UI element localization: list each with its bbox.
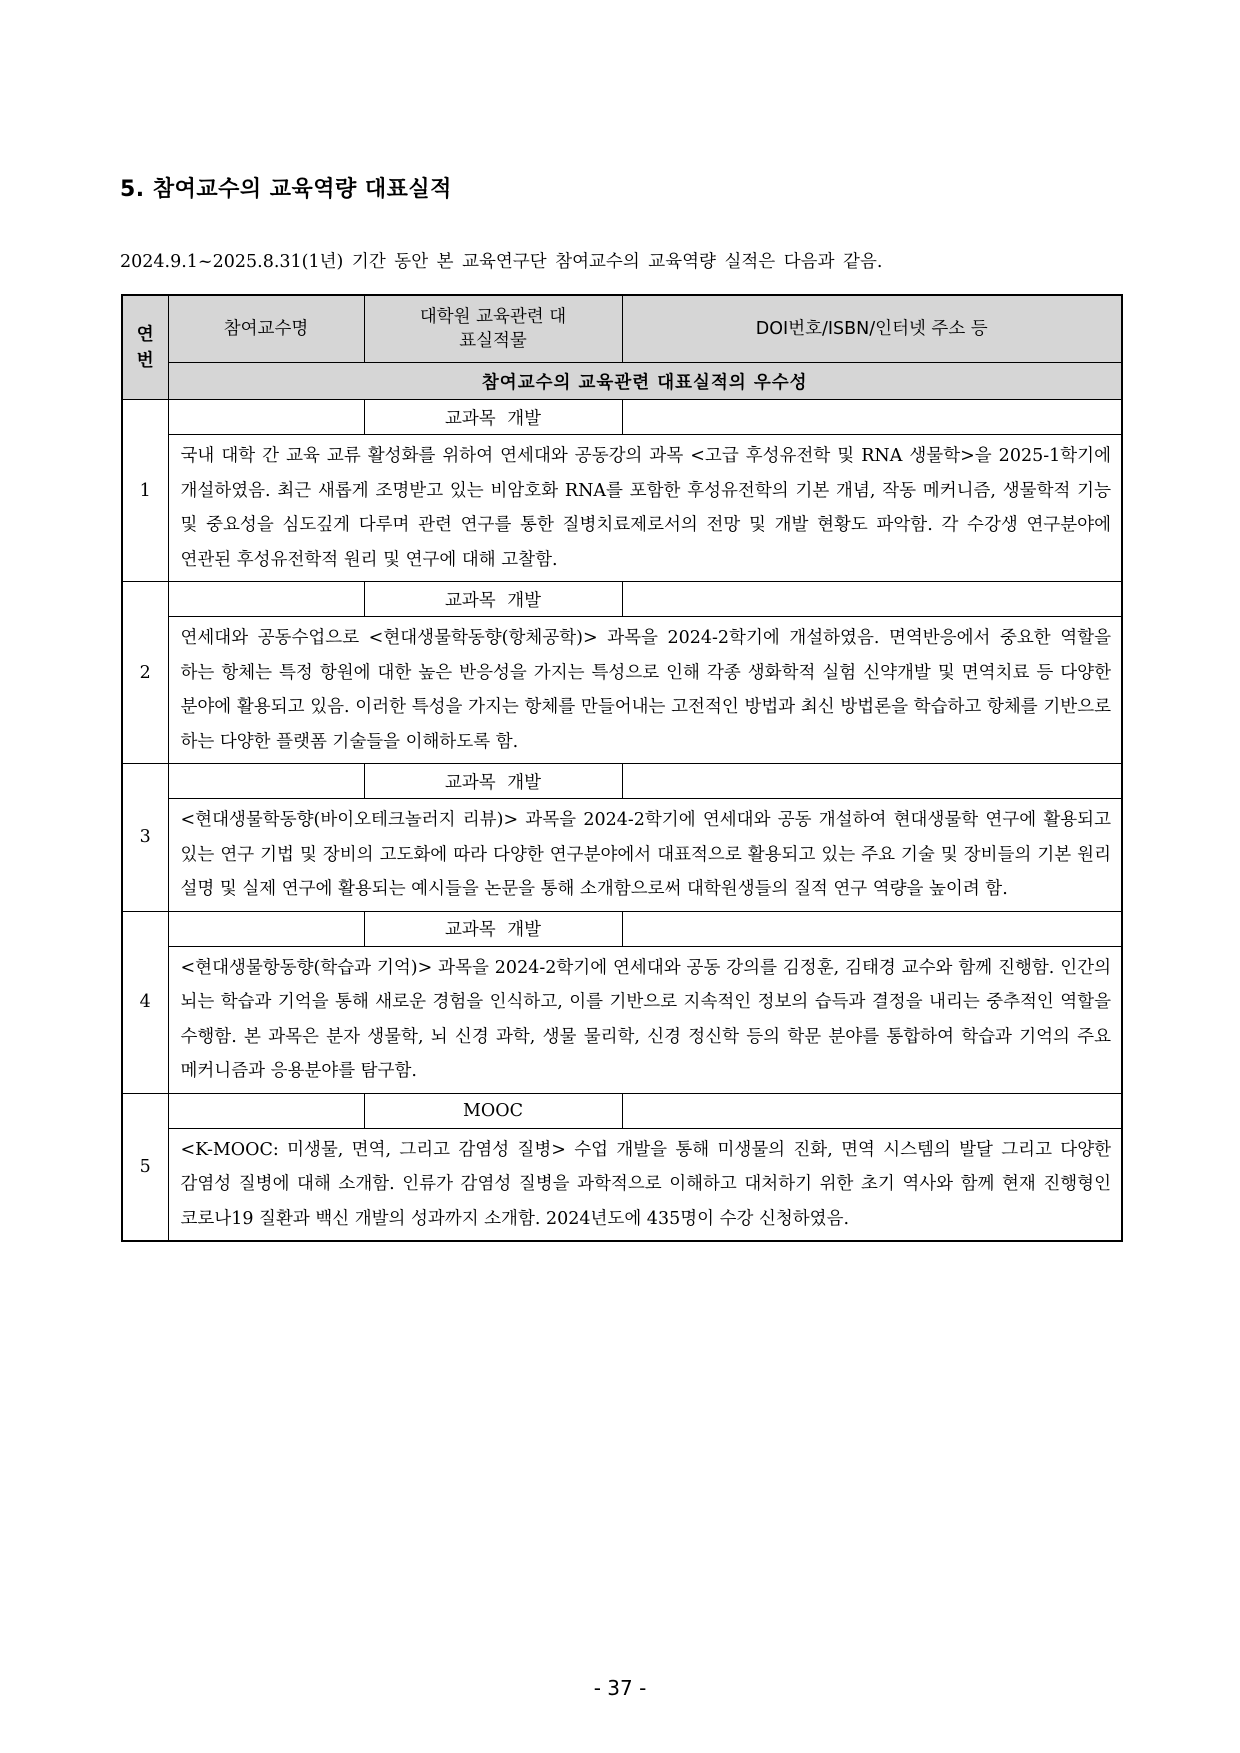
- header-doi: DOI번호/ISBN/인터넷 주소 등: [622, 295, 1122, 363]
- professor-cell: [168, 764, 364, 799]
- doi-cell: [622, 764, 1122, 799]
- row-number: 2: [122, 582, 168, 764]
- row-number: 1: [122, 400, 168, 582]
- page-number: - 37 -: [593, 1676, 647, 1700]
- header-row-2: [122, 363, 1122, 400]
- table-row-description: [122, 1128, 1122, 1241]
- row-number: 3: [122, 764, 168, 912]
- section-title: 5. 참여교수의 교육역량 대표실적: [120, 177, 452, 202]
- table-row: [122, 911, 1122, 946]
- table-row: [122, 400, 1122, 435]
- table-row-description: [122, 617, 1122, 764]
- achievement-type: 교과목 개발: [364, 764, 622, 799]
- row-number: 4: [122, 911, 168, 1093]
- row-number: 5: [122, 1093, 168, 1241]
- table-row-description: [122, 799, 1122, 912]
- header-achievement-label: 대학원 교육관련 대표실적물: [419, 307, 567, 351]
- intro-text: 2024.9.1~2025.8.31(1년) 기간 동안 본 교육연구단 참여교수의 교육역량 실적은 다음과 같음.: [120, 252, 883, 272]
- excellence-description: <K-MOOC: 미생물, 면역, 그리고 감염성 질병> 수업 개발을 통해 미생물의 진화, 면역 시스템의 발달 그리고 다양한 감염성 질병에 대해 소개함. 인류가 감염성 질병을 과학적으로 이해하고 대처하기 위한 초기 역사와 함께 현재 진행형인 코로나19 질환과 백신 개발의 성과까지 소개함. 2024년도에 435명이 수강 신청하였음.: [168, 1128, 1122, 1241]
- header-number: [122, 295, 168, 400]
- table-row-description: [122, 435, 1122, 582]
- header-excellence: 참여교수의 교육관련 대표실적의 우수성: [168, 363, 1122, 400]
- excellence-description: <현대생물항동향(학습과 기억)> 과목을 2024-2학기에 연세대와 공동 강의를 김정훈, 김태경 교수와 함께 진행함. 인간의 뇌는 학습과 기억을 통해 새로운 경험을 인식하고, 이를 기반으로 지속적인 정보의 습득과 결정을 내리는 중추적인 역할을 수행함. 본 과목은 분자 생물학, 뇌 신경 과학, 생물 물리학, 신경 정신학 등의 학문 분야를 통합하여 학습과 기억의 주요 메커니즘과 응용분야를 탐구함.: [168, 946, 1122, 1093]
- achievement-type: 교과목 개발: [364, 911, 622, 946]
- professor-cell: [168, 911, 364, 946]
- header-achievement: [364, 295, 622, 363]
- achievement-type: MOOC: [364, 1093, 622, 1128]
- doi-cell: [622, 911, 1122, 946]
- professor-cell: [168, 1093, 364, 1128]
- header-row-1: [122, 295, 1122, 363]
- header-professor: 참여교수명: [168, 295, 364, 363]
- table-row-description: [122, 946, 1122, 1093]
- excellence-description: <현대생물학동향(바이오테크놀러지 리뷰)> 과목을 2024-2학기에 연세대와 공동 개설하여 현대생물학 연구에 활용되고 있는 연구 기법 및 장비의 고도화에 따라 다양한 연구분야에서 대표적으로 활용되고 있는 주요 기술 및 장비들의 기본 원리 설명 및 실제 연구에 활용되는 예시들을 논문을 통해 소개함으로써 대학원생들의 질적 연구 역량을 높이려 함.: [168, 799, 1122, 912]
- achievement-type: 교과목 개발: [364, 582, 622, 617]
- achievement-type: 교과목 개발: [364, 400, 622, 435]
- excellence-description: 국내 대학 간 교육 교류 활성화를 위하여 연세대와 공동강의 과목 <고급 후성유전학 및 RNA 생물학>을 2025-1학기에 개설하였음. 최근 새롭게 조명받고 있는 비암호화 RNA를 포함한 후성유전학의 기본 개념, 작동 메커니즘, 생물학적 기능 및 중요성을 심도깊게 다루며 관련 연구를 통한 질병치료제로서의 전망 및 개발 현황도 파악함. 각 수강생 연구분야에 연관된 후성유전학적 원리 및 연구에 대해 고찰함.: [168, 435, 1122, 582]
- doi-cell: [622, 582, 1122, 617]
- doi-cell: [622, 1093, 1122, 1128]
- table-row: [122, 1093, 1122, 1128]
- header-number-label: 연번: [136, 324, 154, 371]
- table-row: [122, 582, 1122, 617]
- professor-cell: [168, 400, 364, 435]
- excellence-description: 연세대와 공동수업으로 <현대생물학동향(항체공학)> 과목을 2024-2학기에 개설하였음. 면역반응에서 중요한 역할을 하는 항체는 특정 항원에 대한 높은 반응성을 가지는 특성으로 인해 각종 생화학적 실험 신약개발 및 면역치료 등 다양한 분야에 활용되고 있음. 이러한 특성을 가지는 항체를 만들어내는 고전적인 방법과 최신 방법론을 학습하고 항체를 기반으로 하는 다양한 플랫폼 기술들을 이해하도록 함.: [168, 617, 1122, 764]
- doi-cell: [622, 400, 1122, 435]
- table-row: [122, 764, 1122, 799]
- achievements-table: [121, 294, 1123, 1242]
- professor-cell: [168, 582, 364, 617]
